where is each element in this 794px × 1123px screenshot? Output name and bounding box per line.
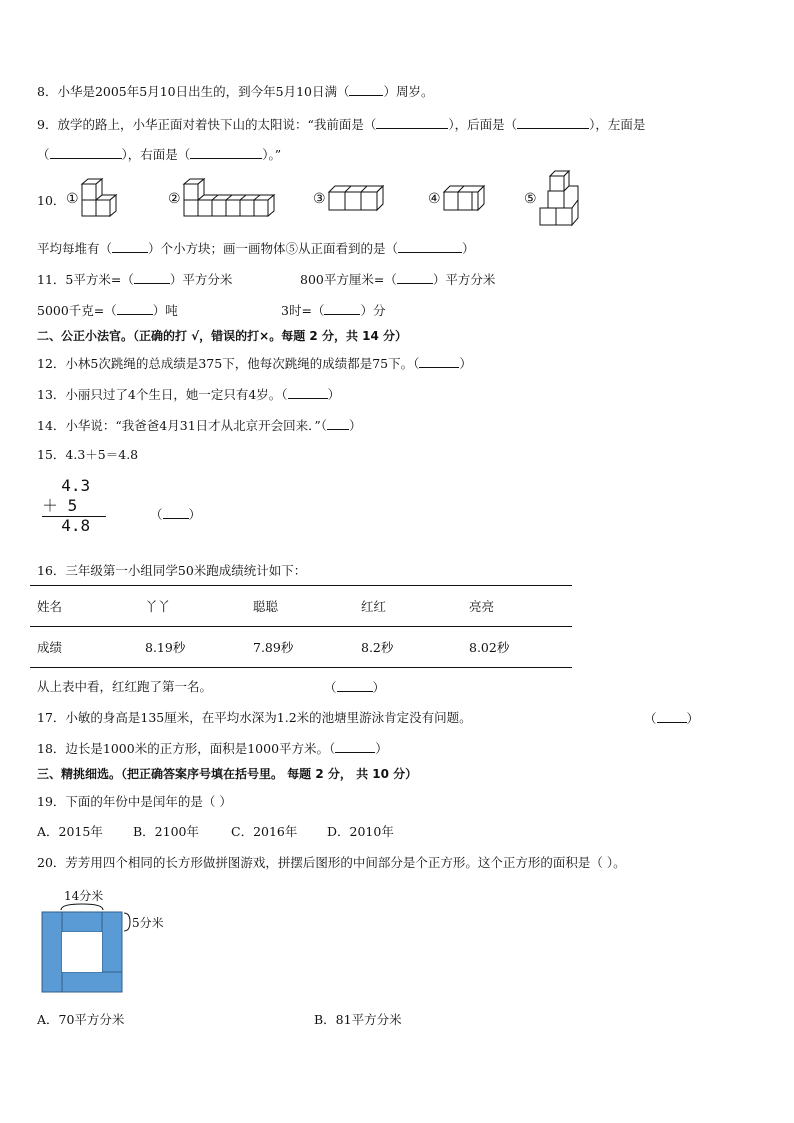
table-cell: 8.2秒 [354,627,462,668]
question-19-option-b[interactable]: B．2100年 [133,824,199,839]
answer-blank[interactable] [376,116,448,129]
answer-blank[interactable] [112,240,148,253]
answer-blank[interactable] [397,271,433,284]
question-15-answer: （ ） [150,507,202,522]
answer-blank[interactable] [398,240,462,253]
answer-blank[interactable] [134,271,170,284]
answer-blank[interactable] [517,116,589,129]
question-9: 9．放学的路上，小华正面对着快下山的太阳说：“我前面是（ ），后面是（ ），左面是 [37,117,646,132]
figure-mark-2: ② [168,191,181,207]
table-header-row [30,586,572,627]
question-19-option-c[interactable]: C．2016年 [231,824,298,839]
question-17: 17．小敏的身高是135厘米，在平均水深为1.2米的池塘里游泳肯定没有问题。 [37,710,472,725]
question-11-b: 800平方厘米=（ ）平方分米 [300,272,496,287]
question-11-d: 3时=（ ）分 [281,303,386,318]
score-table [30,585,572,668]
question-10-text: 平均每堆有（ ）个小方块；画一画物体⑤从正面看到的是（ ） [37,241,475,256]
cube-figure-4 [442,184,490,214]
cube-figure-5 [538,170,584,228]
question-18: 18．边长是1000米的正方形，面积是1000平方米。（ ） [37,741,388,756]
question-16-answer: （ ） [324,680,386,695]
figure-top-label: 14分米 [64,889,104,903]
table-cell: 8.19秒 [138,627,246,668]
question-16-conclusion: 从上表中看，红红跑了第一名。 [37,679,213,694]
answer-blank[interactable] [288,386,328,399]
question-19-option-d[interactable]: D．2010年 [327,824,394,839]
sum-line [42,516,106,517]
table-cell: 姓名 [30,586,138,627]
cube-figure-2 [182,178,278,222]
table-cell: 聪聪 [246,586,354,627]
question-19: 19．下面的年份中是闰年的是（ ） [37,794,232,809]
question-14: 14．小华说：“我爸爸4月31日才从北京开会回来．”（ ） [37,418,362,433]
question-11-a: 11．5平方米=（ ）平方分米 [37,272,233,287]
question-19-option-a[interactable]: A．2015年 [37,824,103,839]
cube-figure-3 [327,184,387,214]
question-13: 13．小丽只过了4个生日，她一定只有4岁。（ ） [37,387,341,402]
table-cell: 亮亮 [462,586,572,627]
question-16: 16．三年级第一小组同学50米跑成绩统计如下： [37,563,307,578]
answer-blank[interactable] [324,302,360,315]
table-row [30,627,572,668]
answer-blank[interactable] [349,83,383,96]
question-10-label: 10． [37,193,66,208]
answer-blank[interactable] [419,355,459,368]
cube-figure-1 [80,178,122,222]
section-2-heading: 二、公正小法官。（正确的打 √，错误的打×。每题 2 分，共 14 分） [37,329,407,343]
question-20-option-a[interactable]: A．70平方分米 [37,1012,125,1027]
figure-side-label: 5分米 [132,916,164,930]
table-cell: 8.02秒 [462,627,572,668]
square-puzzle-figure [36,886,176,996]
answer-blank[interactable] [50,146,122,159]
question-12: 12．小林5次跳绳的总成绩是375下，他每次跳绳的成绩都是75下。（ ） [37,356,472,371]
question-8: 8．小华是2005年5月10日出生的，到今年5月10日满（ ）周岁。 [37,84,434,99]
question-20-option-b[interactable]: B．81平方分米 [314,1012,402,1027]
figure-mark-3: ③ [313,191,326,207]
table-cell: 红红 [354,586,462,627]
figure-mark-5: ⑤ [524,191,537,207]
table-cell: 丫丫 [138,586,246,627]
question-11-c: 5000千克=（ ）吨 [37,303,178,318]
answer-blank[interactable] [163,506,189,519]
answer-blank[interactable] [117,302,153,315]
vertical-calculation: 4.3 ＋ 5 4.8 [42,476,90,536]
answer-blank[interactable] [190,146,262,159]
answer-blank[interactable] [657,710,687,723]
table-cell: 成绩 [30,627,138,668]
question-17-answer: （ ） [644,711,700,726]
figure-mark-4: ④ [428,191,441,207]
question-9-line2: （ ），右面是（ ）。” [37,147,282,162]
answer-blank[interactable] [327,417,349,430]
section-3-heading: 三、精挑细选。（把正确答案序号填在括号里。 每题 2 分， 共 10 分） [37,767,418,781]
question-15: 15．4.3＋5＝4.8 [37,447,139,462]
figure-mark-1: ① [66,191,79,207]
question-20: 20．芳芳用四个相同的长方形做拼图游戏，拼摆后图形的中间部分是个正方形。这个正方形的面积是（ ）。 [37,855,626,870]
answer-blank[interactable] [335,740,375,753]
table-cell: 7.89秒 [246,627,354,668]
answer-blank[interactable] [337,679,373,692]
